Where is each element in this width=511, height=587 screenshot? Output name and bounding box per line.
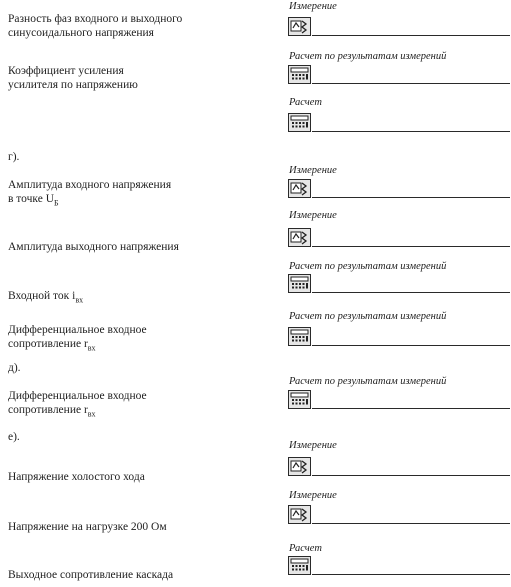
- answer-line: [312, 131, 510, 132]
- row-0-label: Разность фаз входного и выходного синусоидального напряжения: [8, 13, 183, 39]
- answer-line: [312, 197, 510, 198]
- row-3-caption: Измерение: [289, 165, 337, 176]
- row-8-label: Напряжение холостого хода: [8, 471, 145, 483]
- section-e-label: е).: [8, 431, 20, 443]
- row-4-answer-field[interactable]: [288, 228, 510, 248]
- row-4-label: Амплитуда выходного напряжения: [8, 241, 179, 253]
- calculator-icon: [288, 65, 311, 84]
- row-7-label: Дифференциальное входное сопротивление $r_{вх}$: [8, 390, 147, 419]
- row-8-answer-field[interactable]: [288, 457, 510, 477]
- row-9-caption: Измерение: [289, 490, 337, 501]
- row-10-label: Выходное сопротивление каскада: [8, 569, 174, 581]
- meter-icon: [288, 505, 311, 524]
- answer-line: [312, 475, 510, 476]
- row-10-answer-field[interactable]: [288, 556, 510, 576]
- meter-icon: [288, 179, 311, 198]
- section-g-label: г).: [8, 151, 20, 163]
- row-0-answer-field[interactable]: [288, 17, 510, 37]
- row-1-answer-field[interactable]: [288, 65, 510, 85]
- row-1-caption: Расчет по результатам измерений: [289, 51, 447, 62]
- row-9-answer-field[interactable]: [288, 505, 510, 525]
- calculator-icon: [288, 113, 311, 132]
- row-3-answer-field[interactable]: [288, 179, 510, 199]
- answer-line: [312, 523, 510, 524]
- section-d-label: д).: [8, 362, 21, 374]
- row-7-answer-field[interactable]: [288, 390, 510, 410]
- answer-line: [312, 408, 510, 409]
- row-4-caption: Измерение: [289, 210, 337, 221]
- meter-icon: [288, 457, 311, 476]
- calculator-icon: [288, 556, 311, 575]
- answer-line: [312, 246, 510, 247]
- row-3-label: Амплитуда входного напряжения в точке $U_Б$: [8, 179, 172, 208]
- row-5-caption: Расчет по результатам измерений: [289, 261, 447, 272]
- meter-icon: [288, 228, 311, 247]
- answer-line: [312, 35, 510, 36]
- calculator-icon: [288, 390, 311, 409]
- row-6-caption: Расчет по результатам измерений: [289, 311, 447, 322]
- row-5-answer-field[interactable]: [288, 274, 510, 294]
- row-6-answer-field[interactable]: [288, 327, 510, 347]
- row-7-caption: Расчет по результатам измерений: [289, 376, 447, 387]
- row-1-label: Коэффициент усиления усилителя по напряжению: [8, 65, 138, 91]
- meter-icon: [288, 17, 311, 36]
- row-2-answer-field[interactable]: [288, 113, 510, 133]
- answer-line: [312, 83, 510, 84]
- answer-line: [312, 292, 510, 293]
- answer-line: [312, 574, 510, 575]
- row-5-label: Входной ток $i_{вх}$: [8, 290, 84, 305]
- row-8-caption: Измерение: [289, 440, 337, 451]
- row-6-label: Дифференциальное входное сопротивление $r_{вх}$: [8, 324, 147, 353]
- answer-line: [312, 345, 510, 346]
- row-2-caption: Расчет: [289, 97, 322, 108]
- calculator-icon: [288, 327, 311, 346]
- row-9-label: Напряжение на нагрузке 200 Ом: [8, 521, 167, 533]
- calculator-icon: [288, 274, 311, 293]
- row-10-caption: Расчет: [289, 543, 322, 554]
- row-0-caption: Измерение: [289, 1, 337, 12]
